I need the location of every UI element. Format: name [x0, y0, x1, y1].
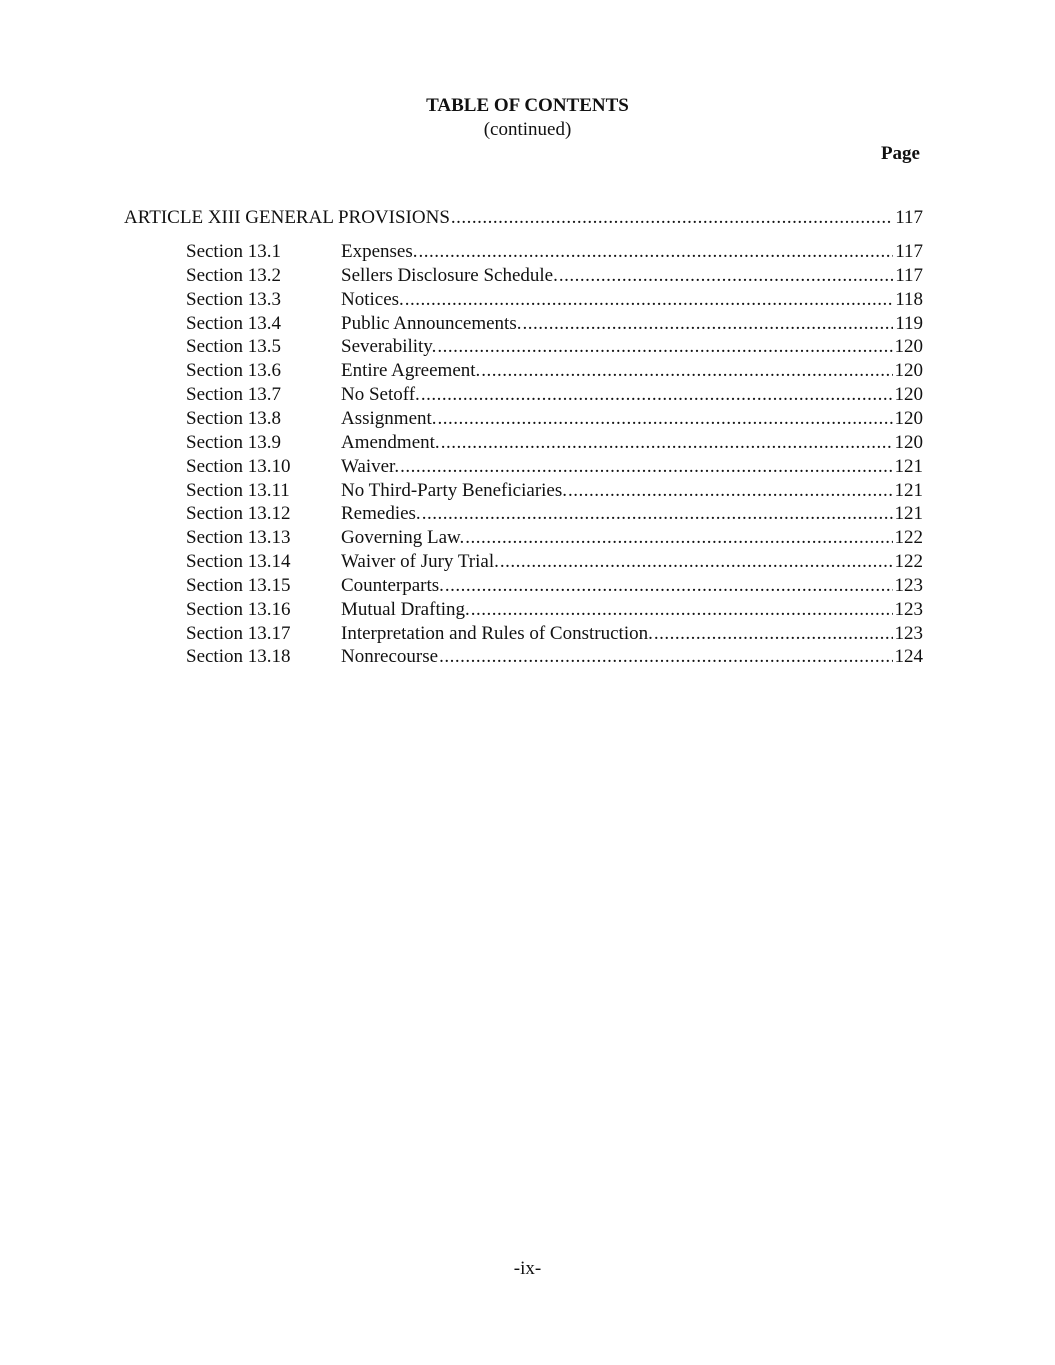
section-page-number: 122: [894, 551, 923, 572]
toc-subtitle: (continued): [483, 119, 572, 140]
section-page-number: 124: [894, 646, 923, 667]
dot-leader: [451, 207, 893, 229]
dot-leader: [400, 456, 892, 478]
toc-title: TABLE OF CONTENTS: [426, 95, 629, 116]
toc-section-entry[interactable]: [186, 480, 923, 502]
section-number: Section 13.7: [186, 384, 281, 405]
section-page-number: 121: [894, 456, 923, 477]
toc-section-entry[interactable]: [186, 456, 923, 478]
dot-leader: [654, 623, 893, 645]
section-number: Section 13.9: [186, 432, 281, 453]
toc-section-entry[interactable]: [186, 384, 923, 406]
dot-leader: [465, 527, 892, 549]
section-title: Nonrecourse: [341, 646, 439, 667]
section-number: Section 13.8: [186, 408, 281, 429]
section-number: Section 13.3: [186, 289, 281, 310]
section-title: Public Announcements.: [341, 313, 522, 334]
section-title: Expenses.: [341, 241, 418, 262]
toc-section-entry[interactable]: [186, 623, 923, 645]
section-title: Remedies.: [341, 503, 421, 524]
section-page-number: 122: [894, 527, 923, 548]
section-page-number: 123: [894, 575, 923, 596]
toc-section-entry[interactable]: [186, 432, 923, 454]
section-number: Section 13.4: [186, 313, 281, 334]
toc-section-entry[interactable]: [186, 336, 923, 358]
footer-page-number: -ix-: [513, 1258, 542, 1279]
dot-leader: [441, 432, 893, 454]
dot-leader: [568, 480, 893, 502]
toc-section-entry[interactable]: [186, 241, 923, 263]
article-entry[interactable]: [124, 207, 923, 229]
section-title: Mutual Drafting.: [341, 599, 470, 620]
toc-section-entry[interactable]: [186, 599, 923, 621]
section-number: Section 13.5: [186, 336, 281, 357]
section-page-number: 117: [895, 241, 923, 262]
dot-leader: [439, 646, 892, 668]
section-title: Waiver of Jury Trial.: [341, 551, 499, 572]
dot-leader: [445, 575, 893, 597]
section-number: Section 13.14: [186, 551, 291, 572]
dot-leader: [421, 384, 893, 406]
section-number: Section 13.2: [186, 265, 281, 286]
toc-section-entry[interactable]: [186, 575, 923, 597]
toc-section-entry[interactable]: [186, 360, 923, 382]
section-number: Section 13.11: [186, 480, 290, 501]
section-number: Section 13.10: [186, 456, 291, 477]
section-number: Section 13.18: [186, 646, 291, 667]
dot-leader: [522, 313, 893, 335]
toc-section-entry[interactable]: [186, 313, 923, 335]
section-title: Sellers Disclosure Schedule.: [341, 265, 558, 286]
section-title: Governing Law.: [341, 527, 465, 548]
section-title: Waiver.: [341, 456, 400, 477]
section-page-number: 120: [894, 384, 923, 405]
section-title: Entire Agreement.: [341, 360, 481, 381]
toc-section-entry[interactable]: [186, 265, 923, 287]
dot-leader: [422, 503, 893, 525]
section-page-number: 120: [894, 336, 923, 357]
dot-leader: [405, 289, 893, 311]
dot-leader: [437, 336, 892, 358]
section-page-number: 121: [894, 480, 923, 501]
page-column-heading: Page: [880, 143, 920, 164]
section-page-number: 118: [895, 289, 923, 310]
dot-leader: [481, 360, 892, 382]
section-page-number: 119: [895, 313, 923, 334]
dot-leader: [500, 551, 893, 573]
toc-section-entry[interactable]: [186, 551, 923, 573]
toc-section-entry[interactable]: [186, 527, 923, 549]
dot-leader: [419, 241, 894, 263]
section-title: Counterparts.: [341, 575, 444, 596]
section-title: Assignment.: [341, 408, 437, 429]
section-number: Section 13.13: [186, 527, 291, 548]
section-page-number: 123: [894, 599, 923, 620]
section-number: Section 13.17: [186, 623, 291, 644]
section-page-number: 117: [895, 265, 923, 286]
section-number: Section 13.1: [186, 241, 281, 262]
toc-section-entry[interactable]: [186, 646, 923, 668]
section-number: Section 13.15: [186, 575, 291, 596]
toc-section-entry[interactable]: [186, 408, 923, 430]
toc-section-entry[interactable]: [186, 289, 923, 311]
section-page-number: 123: [894, 623, 923, 644]
section-title: Interpretation and Rules of Construction.: [341, 623, 653, 644]
section-title: Severability.: [341, 336, 437, 357]
section-number: Section 13.12: [186, 503, 291, 524]
section-title: Notices.: [341, 289, 404, 310]
section-title: Amendment.: [341, 432, 440, 453]
dot-leader: [471, 599, 893, 621]
section-number: Section 13.16: [186, 599, 291, 620]
section-page-number: 120: [894, 432, 923, 453]
dot-leader: [438, 408, 893, 430]
section-title: No Setoff.: [341, 384, 420, 405]
toc-section-entry[interactable]: [186, 503, 923, 525]
section-page-number: 120: [894, 360, 923, 381]
section-title: No Third-Party Beneficiaries.: [341, 480, 567, 501]
section-page-number: 121: [894, 503, 923, 524]
section-number: Section 13.6: [186, 360, 281, 381]
section-page-number: 120: [894, 408, 923, 429]
article-page-number: 117: [895, 207, 923, 228]
article-label: ARTICLE XIII GENERAL PROVISIONS: [124, 207, 450, 228]
dot-leader: [559, 265, 893, 287]
